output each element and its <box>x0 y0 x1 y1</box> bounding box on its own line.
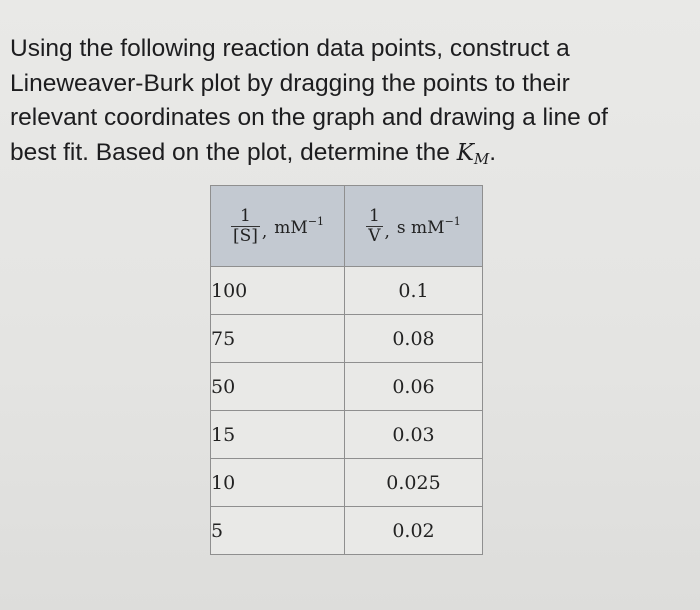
question-line-3: relevant coordinates on the graph and drawing a line of <box>10 104 608 131</box>
header-inverse-substrate <box>211 186 345 267</box>
inverse-substrate-cell: 75 <box>211 315 345 363</box>
question-line-4-text: best fit. Based on the plot, determine the <box>10 138 457 166</box>
unit-exponent: −1 <box>307 214 325 228</box>
inverse-velocity-cell: 0.1 <box>345 267 483 315</box>
table-row <box>211 315 483 363</box>
inverse-velocity-cell: 0.02 <box>345 507 483 555</box>
km-subscript: M <box>473 149 490 168</box>
km-symbol <box>457 140 490 166</box>
header-unit <box>274 215 324 238</box>
unit-exponent: −1 <box>444 214 461 228</box>
inverse-velocity-cell: 0.06 <box>345 363 483 411</box>
inverse-substrate-cell: 50 <box>211 363 345 411</box>
table-header-row <box>211 186 483 267</box>
inverse-substrate-cell: 5 <box>211 507 345 555</box>
question-line-4 <box>10 136 690 177</box>
reaction-data-table <box>210 185 483 555</box>
fraction-numerator: 1 <box>368 205 380 226</box>
header-unit <box>397 215 461 238</box>
table-row <box>211 267 483 315</box>
inverse-substrate-cell: 100 <box>211 267 345 315</box>
fraction-numerator: 1 <box>240 205 251 226</box>
question-line-1: Using the following reaction data points, construct a <box>10 35 570 62</box>
inverse-velocity-cell: 0.025 <box>345 459 483 507</box>
fraction-denominator: V <box>368 225 381 246</box>
question-period: . <box>489 138 497 166</box>
inverse-velocity-cell: 0.08 <box>345 315 483 363</box>
unit-text: mM <box>274 217 308 238</box>
fraction-denominator: [S] <box>232 225 258 246</box>
inverse-velocity-cell: 0.03 <box>345 411 483 459</box>
inverse-substrate-cell: 10 <box>211 459 345 507</box>
inverse-substrate-cell: 15 <box>211 411 345 459</box>
header-comma: , <box>261 221 268 242</box>
question-line-2: Lineweaver-Burk plot by dragging the points to their <box>10 69 570 97</box>
table-row <box>211 411 483 459</box>
table-row <box>211 363 483 411</box>
question-text <box>10 32 690 176</box>
table-row <box>211 459 483 507</box>
header-comma: , <box>384 221 390 242</box>
inverse-velocity-fraction <box>366 207 382 246</box>
km-main: K <box>456 139 474 166</box>
table-row <box>211 507 483 555</box>
unit-text: s mM <box>396 217 445 238</box>
header-inverse-velocity <box>345 186 483 267</box>
inverse-substrate-fraction <box>231 207 260 246</box>
